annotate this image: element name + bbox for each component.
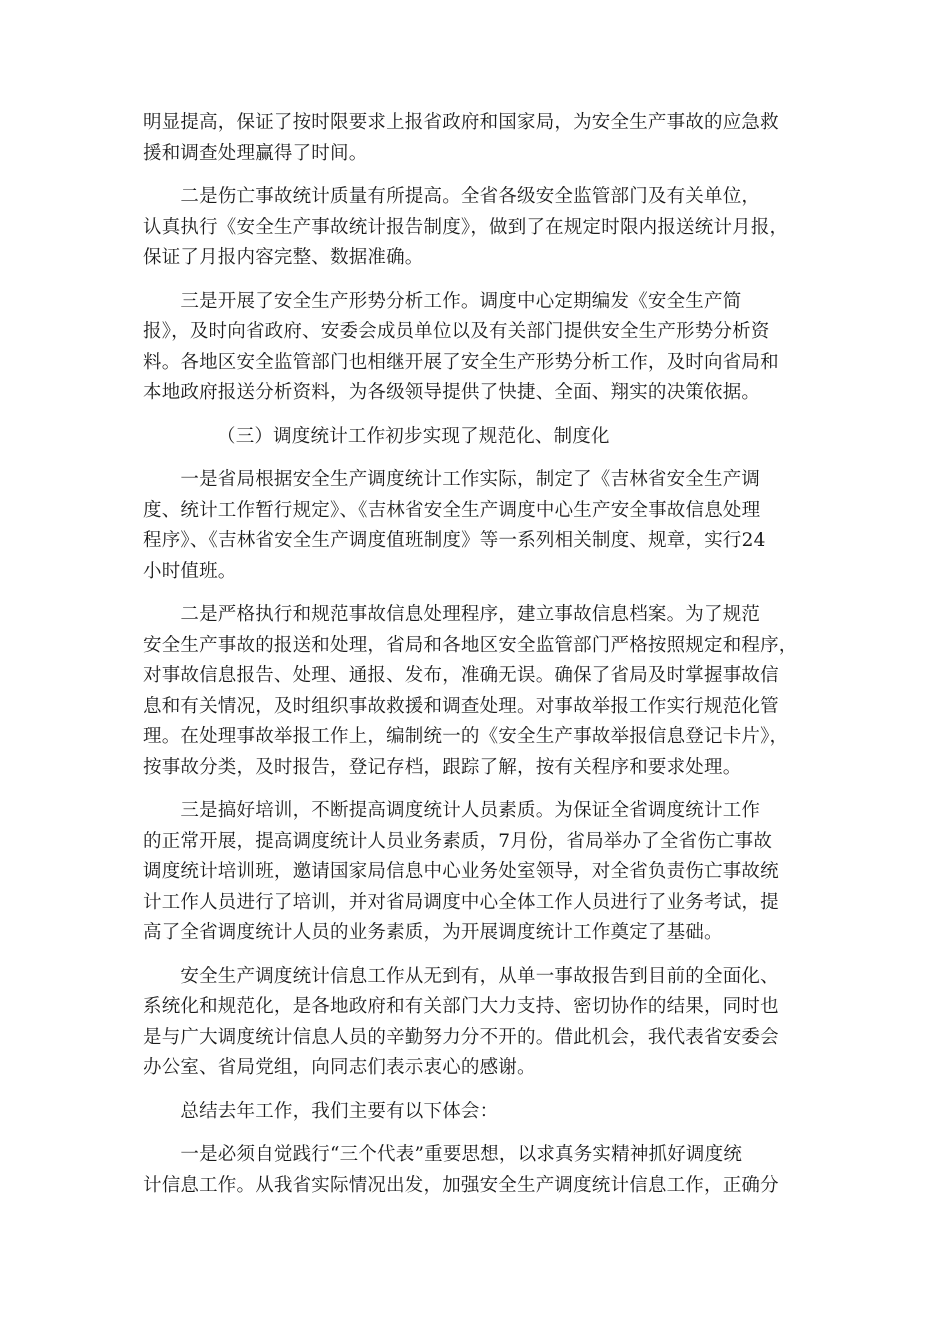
text-line: 援和调查处理赢得了时间。: [143, 142, 368, 164]
text-line: （三）调度统计工作初步实现了规范化、制度化: [217, 425, 610, 447]
section-heading: [143, 422, 808, 453]
body-paragraph: [143, 600, 808, 783]
text-line: 本地政府报送分析资料，为各级领导提供了快捷、全面、翔实的决策依据。: [143, 382, 761, 403]
text-line: 调度统计培训班，邀请国家局信息中心业务处室领导，对全省负责伤亡事故统: [143, 861, 779, 882]
text-line: 的正常开展，提高调度统计人员业务素质，7月份，省局举办了全省伤亡事故: [143, 830, 773, 852]
text-line: 总结去年工作，我们主要有以下体会：: [143, 1100, 499, 1122]
text-line: 安全生产调度统计信息工作从无到有，从单一事故报告到目前的全面化、: [143, 965, 779, 987]
document-page: [143, 108, 808, 1214]
text-line: 认真执行《安全生产事故统计报告制度》，做到了在规定时限内报送统计月报，: [143, 216, 789, 238]
body-paragraph: [143, 287, 808, 409]
text-line: 计工作人员进行了培训，并对省局调度中心全体工作人员进行了业务考试，提: [143, 891, 779, 913]
text-line: 三是开展了安全生产形势分析工作。调度中心定期编发《安全生产简: [143, 290, 742, 312]
body-paragraph: [143, 796, 808, 949]
text-line: 系统化和规范化，是各地政府和有关部门大力支持、密切协作的结果，同时也: [143, 996, 779, 1017]
body-paragraph: [143, 465, 808, 587]
text-line: 一是省局根据安全生产调度统计工作实际，制定了《吉林省安全生产调: [143, 469, 761, 490]
text-line: 小时值班。: [143, 560, 237, 582]
text-line: 安全生产事故的报送和处理，省局和各地区安全监管部门严格按照规定和程序，: [143, 634, 798, 656]
text-line: 一是必须自觉践行“三个代表”重要思想，以求真务实精神抓好调度统: [143, 1144, 743, 1165]
text-line: 对事故信息报告、处理、通报、发布，准确无误。确保了省局及时掌握事故信: [143, 665, 779, 686]
text-line: 保证了月报内容完整、数据准确。: [143, 247, 424, 268]
text-line: 息和有关情况，及时组织事故救援和调查处理。对事故举报工作实行规范化管: [143, 695, 779, 717]
body-paragraph: [143, 962, 808, 1084]
body-paragraph: [143, 1097, 808, 1128]
text-line: 是与广大调度统计信息人员的辛勤努力分不开的。借此机会，我代表省安委会: [143, 1026, 779, 1048]
text-line: 明显提高，保证了按时限要求上报省政府和国家局，为安全生产事故的应急救: [143, 112, 779, 133]
text-line: 程序》、《吉林省安全生产调度值班制度》等一系列相关制度、规章，实行24: [143, 530, 766, 551]
body-paragraph: [143, 108, 808, 169]
text-line: 计信息工作。从我省实际情况出发，加强安全生产调度统计信息工作，正确分: [143, 1174, 779, 1196]
text-line: 三是搞好培训，不断提高调度统计人员素质。为保证全省调度统计工作: [143, 800, 761, 821]
text-line: 报》，及时向省政府、安委会成员单位以及有关部门提供安全生产形势分析资: [143, 321, 770, 342]
text-line: 料。各地区安全监管部门也相继开展了安全生产形势分析工作，及时向省局和: [143, 351, 779, 373]
text-line: 办公室、省局党组，向同志们表示衷心的感谢。: [143, 1057, 536, 1078]
text-line: 高了全省调度统计人员的业务素质，为开展调度统计工作奠定了基础。: [143, 922, 723, 943]
body-paragraph: [143, 182, 808, 274]
body-paragraph: [143, 1140, 808, 1201]
text-line: 按事故分类，及时报告，登记存档，跟踪了解，按有关程序和要求处理。: [143, 756, 742, 778]
text-line: 度、统计工作暂行规定》、《吉林省安全生产调度中心生产安全事故信息处理: [143, 499, 761, 521]
text-line: 理。在处理事故举报工作上，编制统一的《安全生产事故举报信息登记卡片》，: [143, 726, 789, 747]
text-line: 二是伤亡事故统计质量有所提高。全省各级安全监管部门及有关单位，: [143, 186, 761, 207]
text-line: 二是严格执行和规范事故信息处理程序，建立事故信息档案。为了规范: [143, 604, 761, 625]
